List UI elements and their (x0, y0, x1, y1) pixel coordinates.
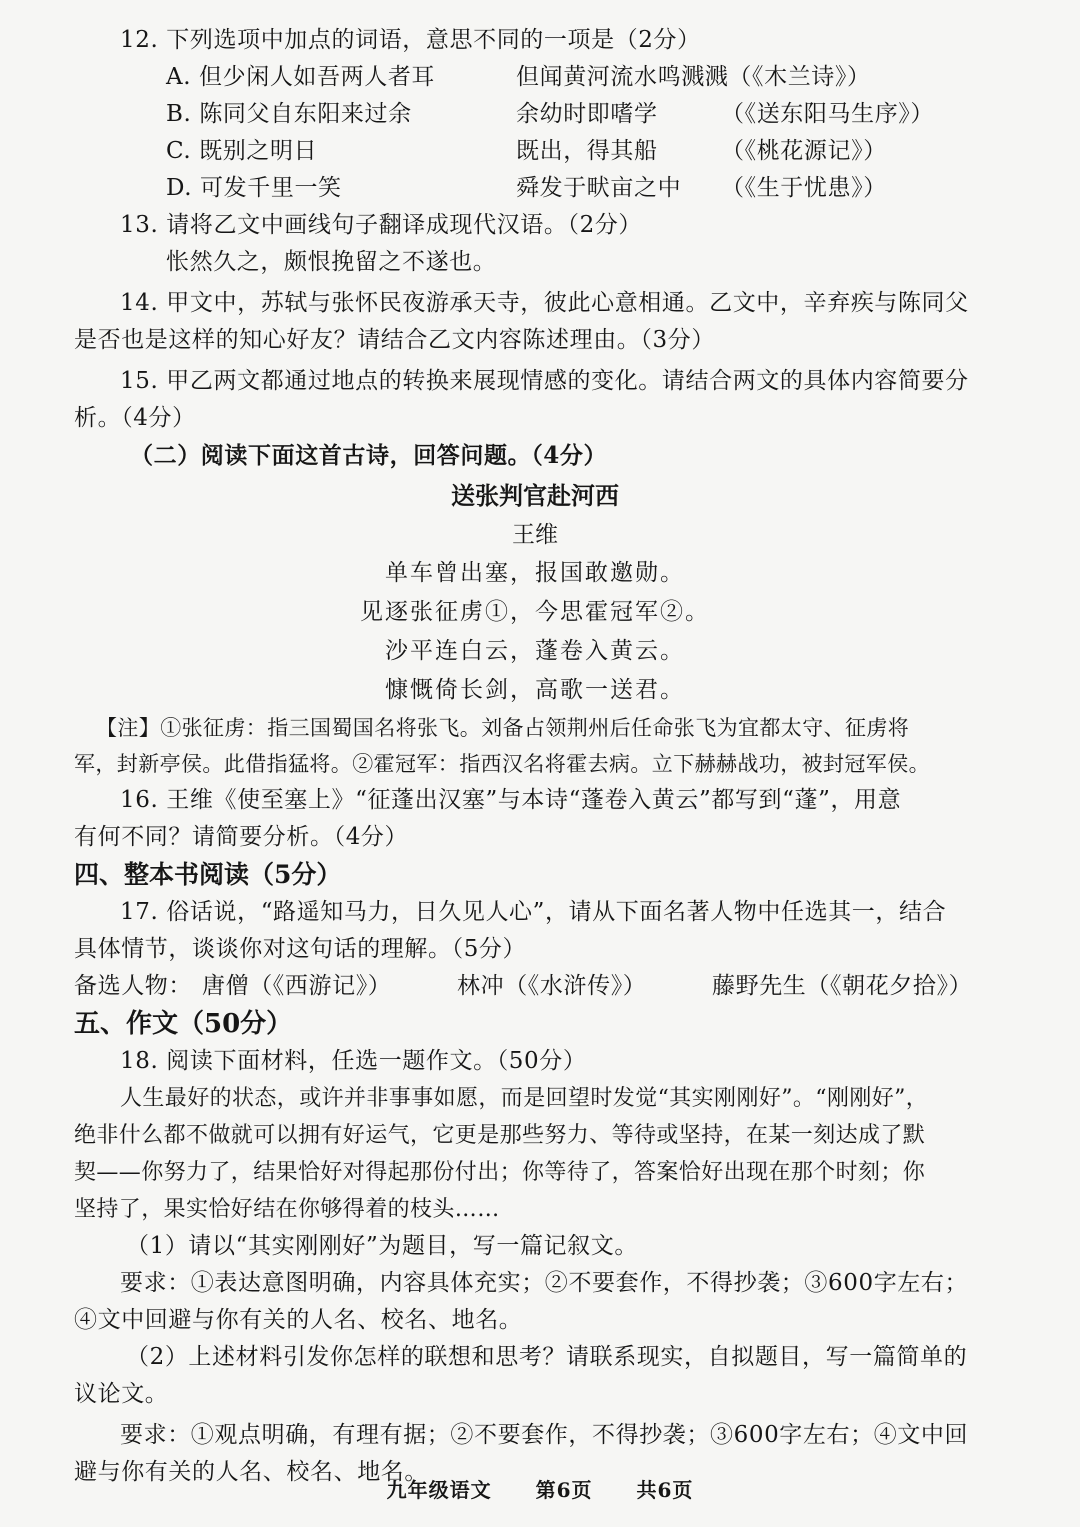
q13-sentence: 怅然久之，颇恨挽留之不遂也。 (166, 249, 497, 275)
q12-option-a (74, 59, 996, 96)
q16-line1: 16. 王维《使至塞上》“征蓬出汉塞”与本诗“蓬卷入黄云”都写到“蓬”，用意 (120, 787, 902, 813)
q12-stem: 12. 下列选项中加点的词语，意思不同的一项是（2分） (120, 27, 701, 53)
q16-line2: 有何不同？请简要分析。（4分） (74, 824, 409, 850)
section4-heading: 四、整本书阅读（5分） (74, 860, 342, 889)
option-source: （《送东阳马生序》） (721, 101, 934, 127)
poem-line: 见逐张征虏①，今思霍冠军②。 (360, 599, 710, 625)
page-footer (0, 1474, 1080, 1503)
requirements1-line1: 要求：①表达意图明确，内容具体充实；②不要套作，不得抄袭；③600字左右； (120, 1270, 969, 1296)
q18-stem: 18. 阅读下面材料，任选一题作文。（50分） (120, 1048, 587, 1074)
option-left: D. 可发千里一笑 (166, 175, 342, 201)
option-right: 但闻黄河流水鸣溅溅 (516, 64, 729, 90)
q17-line1: 17. 俗话说，“路遥知马力，日久见人心”，请从下面名著人物中任选其一，结合 (120, 899, 947, 925)
material-line: 人生最好的状态，或许并非事事如愿，而是回望时发觉“其实刚刚好”。“刚刚好”， (120, 1086, 929, 1111)
poem-note-line2: 军，封新亭侯。此借指猛将。②霍冠军：指西汉名将霍去病。立下赫赫战功，被封冠军侯。 (74, 752, 930, 776)
q13-stem: 13. 请将乙文中画线句子翻译成现代汉语。（2分） (120, 212, 643, 238)
poem-title: 送张判官赴河西 (451, 481, 619, 510)
material-line: 契——你努力了，结果恰好对得起那份付出；你等待了，答案恰好出现在那个时刻；你 (74, 1160, 926, 1185)
q14-line2: 是否也是这样的知心好友？请结合乙文内容陈述理由。（3分） (74, 327, 715, 353)
option-right: 余幼时即嗜学 (516, 101, 658, 127)
candidate-item: 唐僧（《西游记》） (202, 973, 392, 999)
requirements2-line1: 要求：①观点明确，有理有据；②不要套作，不得抄袭；③600字左右；④文中回 (120, 1422, 969, 1448)
requirements1-line2: ④文中回避与你有关的人名、校名、地名。 (74, 1307, 523, 1333)
option-left: B. 陈同父自东阳来过余 (166, 101, 412, 127)
poem-author: 王维 (512, 522, 558, 548)
candidates-label: 备选人物： (74, 973, 192, 999)
part2-heading: （二）阅读下面这首古诗，回答问题。（4分） (130, 442, 608, 469)
material-line: 绝非什么都不做就可以拥有好运气，它更是那些努力、等待或坚持，在某一刻达成了默 (74, 1123, 926, 1148)
footer-subject: 九年级语文 (386, 1478, 492, 1502)
q12-option-b (74, 96, 996, 133)
poem-line: 沙平连白云，蓬卷入黄云。 (385, 638, 685, 664)
candidate-item: 林冲（《水浒传》） (457, 973, 647, 999)
poem-line: 慷慨倚长剑，高歌一送君。 (385, 677, 685, 703)
option-left: C. 既别之明日 (166, 138, 318, 164)
q12-option-c (74, 133, 996, 170)
q17-candidates (74, 968, 996, 1005)
q15-line2: 析。（4分） (74, 405, 196, 431)
footer-page-number: 第6页 (535, 1478, 593, 1502)
candidate-item: 藤野先生（《朝花夕拾》） (712, 973, 973, 999)
poem-note-line1: 【注】①张征虏：指三国蜀国名将张飞。刘备占领荆州后任命张飞为宜都太守、征虏将 (96, 716, 910, 740)
q15-line1: 15. 甲乙两文都通过地点的转换来展现情感的变化。请结合两文的具体内容简要分 (120, 368, 969, 394)
option-source: （《桃花源记》） (721, 138, 887, 164)
option-source: （《生于忧患》） (721, 175, 887, 201)
material-line: 坚持了，果实恰好结在你够得着的枝头…… (74, 1197, 500, 1222)
option-source: （《木兰诗》） (728, 64, 871, 90)
option-left: A. 但少闲人如吾两人者耳 (166, 64, 436, 90)
option-right: 舜发于畎亩之中 (516, 175, 682, 201)
q12-option-d (74, 170, 996, 207)
q17-line2: 具体情节，谈谈你对这句话的理解。（5分） (74, 936, 527, 962)
option-right: 既出，得其船 (516, 138, 658, 164)
task1: （1）请以“其实刚刚好”为题目，写一篇记叙文。 (126, 1233, 638, 1259)
requirements2-line2: 避与你有关的人名、校名、地名。 (74, 1459, 428, 1485)
task2-line1: （2）上述材料引发你怎样的联想和思考？请联系现实，自拟题目，写一篇简单的 (126, 1344, 968, 1370)
footer-total-pages: 共6页 (636, 1478, 694, 1502)
poem-line: 单车曾出塞，报国敢邀勋。 (385, 560, 685, 586)
q14-line1: 14. 甲文中，苏轼与张怀民夜游承天寺，彼此心意相通。乙文中，辛弃疾与陈同父 (120, 290, 969, 316)
task2-line2: 议论文。 (74, 1381, 169, 1407)
section5-heading: 五、作文（50分） (74, 1009, 293, 1039)
